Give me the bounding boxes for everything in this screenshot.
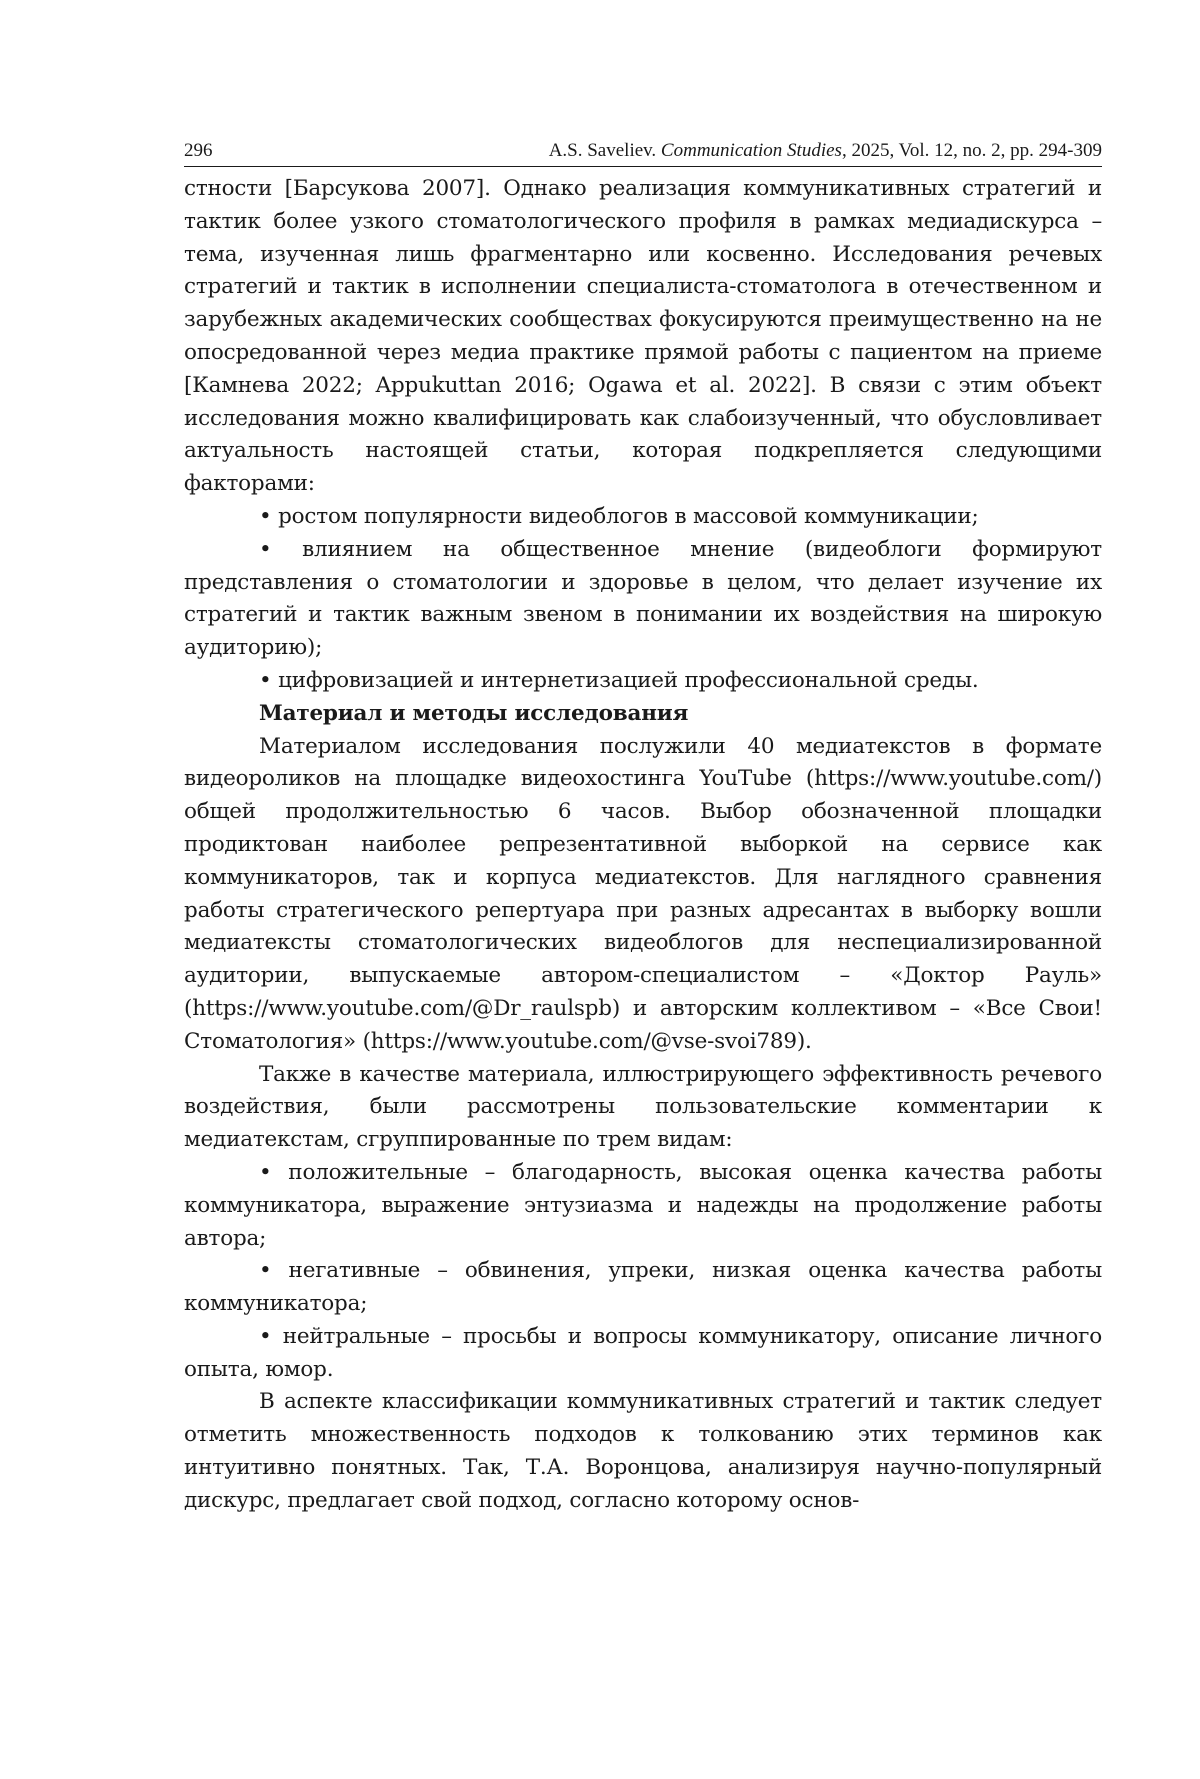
citation-author: A.S. Saveliev. xyxy=(548,140,657,161)
journal-page xyxy=(184,140,1102,1518)
paragraph-3: Также в качестве материала, иллюстрирующего эффективность речевого воздействия, были рассмотрены пользовательские комментарии к медиатекстам, сгруппированные по трем видам: xyxy=(184,1061,1102,1153)
journal-title: Communication Studies xyxy=(660,140,842,161)
bullet-item-6: • нейтральные – просьбы и вопросы коммуникатору, описание личного опыта, юмор. xyxy=(184,1323,1102,1382)
bullet-item-1: • ростом популярности видеоблогов в массовой коммуникации; xyxy=(259,503,979,529)
citation-details: , 2025, Vol. 12, no. 2, pp. 294-309 xyxy=(841,140,1102,161)
bullet-item-4: • положительные – благодарность, высокая оценка качества работы коммуникатора, выражение энтузиазма и надежды на продолжение работы автора; xyxy=(184,1159,1102,1251)
section-heading: Материал и методы исследования xyxy=(259,700,689,726)
bullet-item-3: • цифровизацией и интернетизацией профессиональной среды. xyxy=(259,667,979,693)
article-body xyxy=(184,173,1102,1518)
running-header xyxy=(184,140,1102,167)
article-citation xyxy=(549,140,1102,162)
page-number: 296 xyxy=(184,140,213,161)
bullet-item-2: • влиянием на общественное мнение (видеоблоги формируют представления о стоматологии и здоровье в целом, что делает изучение их стратегий и тактик важным звеном в понимании их воздействия на широкую аудиторию); xyxy=(184,536,1102,661)
paragraph-4: В аспекте классификации коммуникативных стратегий и тактик следует отметить множественность подходов к толкованию этих терминов как интуитивно понятных. Так, Т.А. Воронцова, анализируя научно-популярный дискурс, предлагает свой подход, согласно которому основ- xyxy=(184,1389,1102,1513)
paragraph-1: стности [Барсукова 2007]. Однако реализация коммуникативных стратегий и тактик более узкого стоматологического профиля в рамках медиадискурса – тема, изученная лишь фрагментарно или косвенно. Исследования речевых стратегий и тактик в исполнении специалиста-стоматолога в отечественном и зарубежных академических сообществах фокусируются преимущественно на не опосредованной через медиа практике прямой работы с пациентом на приеме [Камнева 2022; Appukuttan 2016; Ogawa et al. 2022]. В связи с этим объект исследования можно квалифицировать как слабоизученный, что обусловливает актуальность настоящей статьи, которая подкрепляется следующими факторами: xyxy=(184,176,1102,497)
paragraph-2: Материалом исследования послужили 40 медиатекстов в формате видеороликов на площадке видеохостинга YouTube (https://www.youtube.com/) общей продолжительностью 6 часов. Выбор обозначенной площадки продиктован наиболее репрезентативной выборкой на сервисе как коммуникаторов, так и корпуса медиатекстов. Для наглядного сравнения работы стратегического репертуара при разных адресантах в выборку вошли медиатексты стоматологических видеоблогов для неспециализированной аудитории, выпускаемые автором-специалистом – «Доктор Рауль» (https://www.youtube.com/@Dr_raulspb) и авторским коллективом – «Все Свои! Стоматология» (https://www.youtube.com/@vse-svoi789). xyxy=(184,733,1102,1054)
bullet-item-5: • негативные – обвинения, упреки, низкая оценка качества работы коммуникатора; xyxy=(184,1258,1102,1317)
